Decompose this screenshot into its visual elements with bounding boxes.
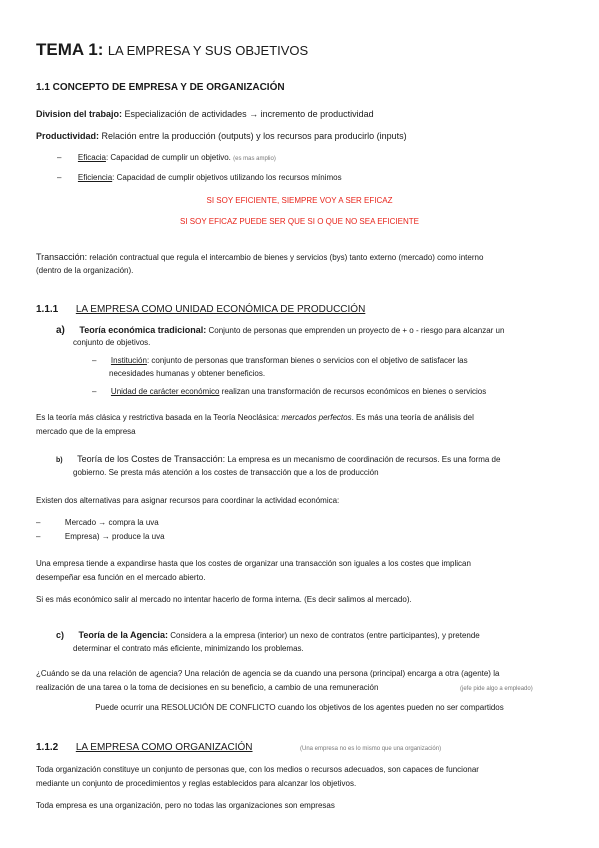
sub-dash: – <box>92 387 97 396</box>
alt-dash: – <box>36 518 41 527</box>
transaccion-label: Transacción: <box>36 252 88 262</box>
transaccion-line-2: (dentro de la organización). <box>36 266 134 275</box>
section-title: LA EMPRESA COMO UNIDAD ECONÓMICA DE PRODUCCIÓN <box>75 304 366 315</box>
section-1-1-2-heading <box>36 742 253 753</box>
section-number: 1.1.1 <box>36 304 59 315</box>
theory-c-line-2: determinar el contrato más eficiente, minimizando los problemas. <box>73 644 304 653</box>
organizacion-para-3: Toda empresa es una organización, pero no todas las organizaciones son empresas <box>36 801 335 810</box>
transaccion-text-1: relación contractual que regula el intercambio de bienes y servicios (bys) tanto externo (mercado) como interno <box>89 253 484 262</box>
section-1-1-2-note: (Una empresa no es lo mismo que una organización) <box>300 746 442 752</box>
para-expansion-2: desempeñar esa función en el mercado abierto. <box>36 573 206 582</box>
bullet-dash: – <box>57 153 62 162</box>
theory-b-line-2: gobierno. Se presta más atención a los costes de transacción que a los de producción <box>73 468 379 477</box>
bullet-text: : Capacidad de cumplir un objetivo. <box>105 153 231 162</box>
theory-c-text-1: Considera a la empresa (interior) un nexo de contratos (entre participantes), y pretende <box>170 631 480 640</box>
red-statement-2: SI SOY EFICAZ PUEDE SER QUE SI O QUE NO SEA EFICIENTE <box>179 217 419 226</box>
term-institucion: Institución <box>110 356 147 365</box>
division-line <box>36 109 374 120</box>
alternativas-text: Existen dos alternativas para asignar recursos para coordinar la actividad económica: <box>36 496 340 505</box>
theory-b-label: Teoría de los Costes de Transacción: <box>77 454 226 464</box>
bullet-text: : Capacidad de cumplir objetivos utilizando los recursos mínimos <box>112 173 342 182</box>
term-eficiencia: Eficiencia <box>77 173 113 182</box>
alt-item-empresa <box>36 532 165 542</box>
productividad-line <box>36 131 407 142</box>
theory-a-label: Teoría económica tradicional: <box>79 325 207 335</box>
organizacion-para-1: Toda organización constituye un conjunto de personas que, con los medios o recursos adecuados, son capaces de funcionar <box>36 765 479 774</box>
para-mercado: Si es más económico salir al mercado no intentar hacerlo de forma interna. (Es decir salimos al mercado). <box>36 595 412 604</box>
theory-a-text-1: Conjunto de personas que emprenden un proyecto de + o - riesgo para alcanzar un <box>208 326 505 335</box>
theory-b-line-1 <box>56 454 500 466</box>
theory-b-letter: b) <box>56 457 63 464</box>
sub-dash: – <box>92 356 97 365</box>
bullet-eficiencia <box>57 173 342 183</box>
sub-text-1: realizan una transformación de recursos económicos en bienes o servicios <box>219 387 487 396</box>
theory-b-text-1: La empresa es un mecanismo de coordinación de recursos. Es una forma de <box>227 455 501 464</box>
para-clasica-1 <box>36 413 474 423</box>
sub-institucion-1 <box>92 356 468 366</box>
bullet-eficacia <box>57 153 276 163</box>
para-clasica-b: . Es más una teoría de análisis del <box>351 413 474 422</box>
sub-institucion-2: necesidades humanas y obtener beneficios. <box>109 369 266 378</box>
conflict-statement: Puede ocurrir una RESOLUCIÓN DE CONFLICTO cuando los objetivos de los agentes pueden no ser compartidos <box>95 703 504 712</box>
term-unidad: Unidad de carácter económico <box>110 387 220 396</box>
term-eficacia: Eficacia <box>77 153 106 162</box>
agencia-question-2: realización de una tarea o la toma de decisiones en su beneficio, a cambio de una remuneración <box>36 683 379 692</box>
theory-a-line-1 <box>56 325 504 336</box>
section-1-1-heading: 1.1 CONCEPTO DE EMPRESA Y DE ORGANIZACIÓN <box>36 82 285 93</box>
title-rest: LA EMPRESA Y SUS OBJETIVOS <box>107 43 309 58</box>
agencia-question-1: ¿Cuándo se da una relación de agencia? Una relación de agencia se da cuando una persona (principal) encarga a otra (agente) la <box>36 669 500 678</box>
theory-c-letter: c) <box>56 630 65 640</box>
para-clasica-a: Es la teoría más clásica y restrictiva basada en la Teoría Neoclásica: <box>36 413 280 422</box>
bullet-dash: – <box>57 173 62 182</box>
section-title: LA EMPRESA COMO ORGANIZACIÓN <box>75 742 253 753</box>
productividad-label: Productividad: <box>36 131 100 141</box>
alt-text: Mercado → compra la uva <box>64 518 159 527</box>
theory-c-label: Teoría de la Agencia: <box>78 630 169 640</box>
title-main: TEMA 1: <box>36 40 104 59</box>
transaccion-line-1 <box>36 252 483 263</box>
para-clasica-2: mercado que de la empresa <box>36 427 136 436</box>
alt-item-mercado <box>36 518 159 528</box>
theory-c-line-1 <box>56 630 480 641</box>
theory-a-letter: a) <box>56 325 65 336</box>
para-clasica-em: mercados perfectos <box>281 413 352 422</box>
agencia-note: (jefe pide algo a empleado) <box>460 686 533 692</box>
organizacion-para-2: mediante un conjunto de procedimientos y reglas establecidos para alcanzar los objetivos. <box>36 779 357 788</box>
division-label: Division del trabajo: <box>36 109 123 119</box>
section-1-1-1-heading <box>36 304 365 315</box>
bullet-note: (es mas amplio) <box>233 156 276 162</box>
alt-text: Empresa) → produce la uva <box>64 532 165 541</box>
division-text: Especialización de actividades → incremento de productividad <box>124 109 374 119</box>
page-title <box>36 40 308 60</box>
alt-dash: – <box>36 532 41 541</box>
productividad-text: Relación entre la producción (outputs) y los recursos para producirlo (inputs) <box>101 131 407 141</box>
red-statement-1: SI SOY EFICIENTE, SIEMPRE VOY A SER EFICAZ <box>206 196 393 205</box>
para-expansion-1: Una empresa tiende a expandirse hasta que los costes de organizar una transacción son iguales a los costes que implican <box>36 559 471 568</box>
theory-a-line-2: conjunto de objetivos. <box>73 338 151 347</box>
section-number: 1.1.2 <box>36 742 59 753</box>
sub-text-1: : conjunto de personas que transforman bienes o servicios con el objetivo de satisfacer las <box>146 356 468 365</box>
sub-unidad <box>92 387 486 397</box>
